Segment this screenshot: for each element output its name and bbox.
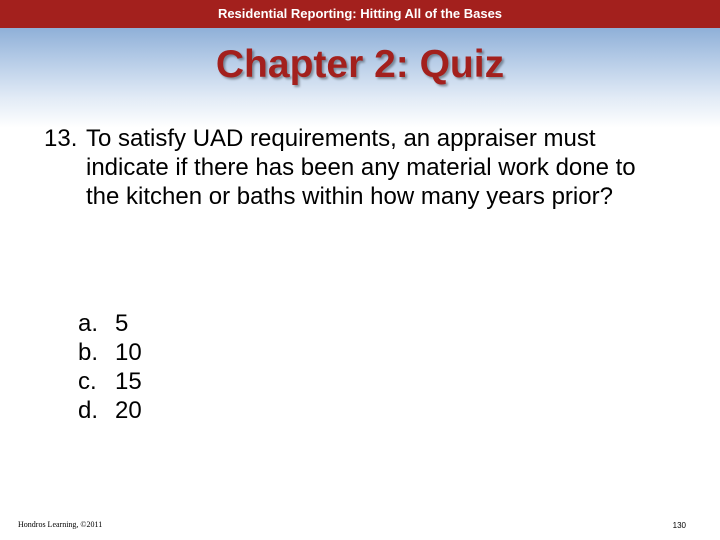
quiz-question — [44, 124, 664, 211]
choice-letter: b. — [78, 339, 99, 366]
choice-value: 5 — [115, 310, 129, 337]
choice-value: 20 — [115, 397, 142, 424]
question-text: To satisfy UAD requirements, an appraiser must indicate if there has been any material work done to the kitchen or baths within how many years prior? — [86, 125, 636, 210]
course-title: Residential Reporting: Hitting All of the Bases — [217, 6, 503, 21]
choice-value: 10 — [115, 339, 142, 366]
slide-title: Chapter 2: Quiz — [215, 43, 505, 86]
choice-value: 15 — [115, 368, 142, 395]
course-title-bar — [0, 0, 720, 28]
copyright-notice: Hondros Learning, ©2011 — [18, 520, 103, 529]
choice-letter: c. — [78, 368, 97, 395]
choice-letter: a. — [78, 310, 99, 337]
page-number: 130 — [672, 521, 686, 530]
choice-letter: d. — [78, 397, 99, 424]
question-number: 13. — [44, 125, 78, 152]
